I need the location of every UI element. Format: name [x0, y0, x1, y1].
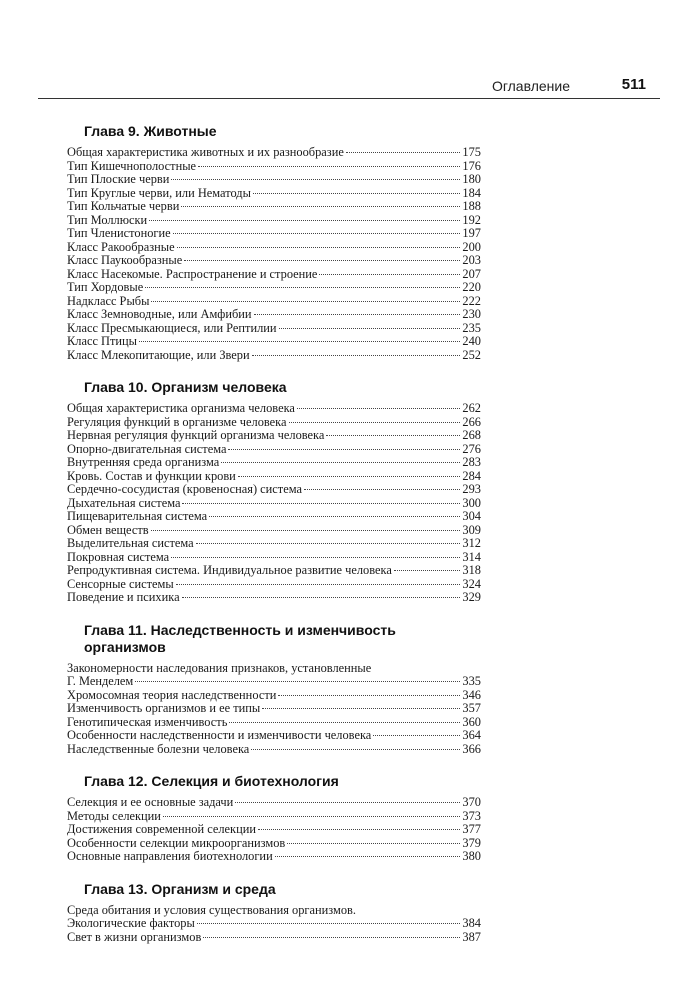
toc-entry-label: Сенсорные системы [67, 576, 174, 591]
toc-entry-label: Внутренняя среда организма [67, 455, 220, 469]
dot-leader [258, 829, 460, 830]
toc-entry [67, 729, 481, 743]
toc-entry [67, 173, 481, 187]
toc-entry-page: 192 [462, 212, 481, 227]
toc-entry [67, 349, 481, 363]
toc-entry-label: Хромосомная теория наследственности [67, 687, 277, 702]
dot-leader [182, 503, 460, 504]
dot-leader [181, 206, 460, 207]
toc-entry-page: 318 [462, 563, 481, 577]
dot-leader [149, 220, 460, 221]
toc-entry-page: 283 [462, 455, 481, 469]
toc-entry-label: Дыхательная система [67, 495, 181, 510]
dot-leader [253, 193, 460, 194]
toc-entry [67, 524, 481, 538]
dot-leader [151, 530, 461, 531]
toc-entry-label: Общая характеристика животных и их разнообразие [67, 145, 344, 159]
toc-entry-page: 176 [462, 158, 481, 173]
dot-leader [196, 543, 461, 544]
toc-entry-label: Класс Насекомые. Распространение и строение [67, 266, 318, 281]
toc-entry [67, 917, 481, 931]
toc-entry [67, 227, 481, 241]
chapter-entries [67, 402, 481, 605]
toc-entry [67, 295, 481, 309]
dot-leader [252, 355, 461, 356]
toc-entry-page: 293 [462, 482, 481, 496]
toc-entry-page: 252 [462, 347, 481, 362]
dot-leader [184, 260, 460, 261]
toc-entry-label: Поведение и психика [67, 590, 180, 604]
dot-leader [221, 462, 460, 463]
toc-entry-label: Класс Ракообразные [67, 239, 175, 254]
toc-entry [67, 702, 481, 716]
toc-entry [67, 837, 481, 851]
toc-entry-page: 188 [462, 199, 481, 213]
dot-leader [139, 341, 460, 342]
table-of-contents [67, 123, 481, 961]
toc-entry [67, 160, 481, 174]
toc-entry-page: 284 [462, 468, 481, 483]
dot-leader [197, 923, 461, 924]
toc-entry [67, 254, 481, 268]
toc-entry-label: Обмен веществ [67, 522, 149, 537]
dot-leader [235, 802, 460, 803]
toc-entry [67, 850, 481, 864]
toc-entry [67, 510, 481, 524]
dot-leader [229, 722, 460, 723]
toc-entry [67, 689, 481, 703]
toc-entry-page: 175 [462, 145, 481, 159]
toc-entry [67, 578, 481, 592]
dot-leader [297, 408, 460, 409]
toc-entry [67, 322, 481, 336]
toc-entry-label: Достижения современной селекции [67, 822, 256, 836]
toc-entry-page: 384 [462, 916, 481, 930]
dot-leader [254, 314, 461, 315]
toc-entry-label: Тип Моллюски [67, 212, 148, 227]
dot-leader [182, 597, 461, 598]
dot-leader [394, 570, 461, 571]
toc-entry [67, 187, 481, 201]
toc-entry-page: 379 [462, 835, 481, 850]
dot-leader [209, 516, 460, 517]
toc-entry-label: Выделительная система [67, 536, 194, 550]
toc-entry-label: Регуляция функций в организме человека [67, 414, 287, 429]
toc-entry-page: 268 [462, 428, 481, 442]
toc-entry-label: Репродуктивная система. Индивидуальное развитие человека [67, 563, 392, 577]
dot-leader [279, 328, 461, 329]
toc-entry-label: Общая характеристика организма человека [67, 401, 295, 415]
toc-entry [67, 214, 481, 228]
chapter-title [84, 622, 481, 656]
dot-leader [278, 695, 460, 696]
toc-entry [67, 537, 481, 551]
dot-leader [289, 422, 461, 423]
dot-leader [173, 233, 461, 234]
toc-entry-label: Особенности селекции микроорганизмов [67, 835, 286, 850]
toc-entry-page: 366 [462, 741, 481, 756]
toc-entry-page: 335 [462, 674, 481, 688]
toc-entry-label: Основные направления биотехнологии [67, 849, 273, 863]
dot-leader [304, 489, 460, 490]
toc-entry-label: Тип Членистоногие [67, 226, 171, 240]
dot-leader [319, 274, 460, 275]
toc-entry [67, 268, 481, 282]
toc-entry [67, 931, 481, 945]
toc-entry-page: 304 [462, 509, 481, 523]
toc-entry-page: 203 [462, 253, 481, 267]
toc-entry-page: 235 [462, 320, 481, 335]
toc-entry [67, 564, 481, 578]
toc-entry-first-line: Закономерности наследования признаков, установленные [67, 660, 372, 675]
toc-entry-label: Тип Круглые черви, или Нематоды [67, 185, 251, 200]
toc-entry [67, 497, 481, 511]
toc-entry [67, 716, 481, 730]
dot-leader [228, 449, 460, 450]
chapter-11 [67, 622, 481, 757]
toc-entry-page: 184 [462, 185, 481, 200]
page-number: 511 [621, 76, 646, 93]
toc-entry-page: 276 [462, 441, 481, 456]
toc-entry-label: Нервная регуляция функций организма человека [67, 428, 325, 442]
toc-entry-label: Тип Хордовые [67, 280, 144, 294]
toc-entry [67, 470, 481, 484]
toc-entry-label: Генотипическая изменчивость [67, 714, 228, 729]
toc-entry-label: Методы селекции [67, 808, 161, 823]
dot-leader [177, 247, 461, 248]
chapter-entries [67, 796, 481, 864]
dot-leader [238, 476, 461, 477]
toc-entry [67, 483, 481, 497]
toc-entry-page: 377 [462, 822, 481, 836]
toc-entry-label: Класс Млекопитающие, или Звери [67, 347, 250, 362]
toc-entry-label: Свет в жизни организмов [67, 929, 202, 944]
chapter-title: Глава 12. Селекция и биотехнология [84, 773, 339, 789]
toc-entry [67, 823, 481, 837]
toc-entry-page: 262 [462, 401, 481, 415]
chapter-12 [67, 773, 481, 864]
chapter-entries [67, 675, 481, 756]
dot-leader [171, 179, 460, 180]
chapter-9 [67, 123, 481, 362]
toc-entry-page: 222 [462, 293, 481, 308]
toc-entry-page: 207 [462, 266, 481, 281]
toc-entry-page: 200 [462, 239, 481, 254]
toc-entry [67, 335, 481, 349]
dot-leader [373, 735, 460, 736]
toc-entry-label: Особенности наследственности и изменчивости человека [67, 728, 372, 742]
dot-leader [176, 584, 461, 585]
toc-entry-page: 300 [462, 495, 481, 510]
toc-entry-label: Класс Пресмыкающиеся, или Рептилии [67, 320, 277, 335]
toc-entry-label: Надкласс Рыбы [67, 293, 150, 308]
toc-entry-page: 346 [462, 687, 481, 702]
toc-entry-label: Класс Паукообразные [67, 253, 183, 267]
toc-entry [67, 551, 481, 565]
chapter-entries [67, 917, 481, 944]
toc-entry-page: 324 [462, 576, 481, 591]
toc-entry-page: 380 [462, 849, 481, 863]
toc-entry-page: 309 [462, 522, 481, 537]
toc-entry [67, 429, 481, 443]
toc-entry [67, 281, 481, 295]
toc-entry-page: 197 [462, 226, 481, 240]
dot-leader [326, 435, 460, 436]
toc-entry-page: 220 [462, 280, 481, 294]
toc-entry [67, 308, 481, 322]
toc-entry-page: 180 [462, 172, 481, 186]
toc-entry-page: 387 [462, 929, 481, 944]
toc-entry-label: Селекция и ее основные задачи [67, 795, 234, 809]
toc-entry-label: Наследственные болезни человека [67, 741, 250, 756]
dot-leader [346, 152, 461, 153]
toc-entry-page: 360 [462, 714, 481, 729]
toc-entry [67, 146, 481, 160]
toc-entry-page: 314 [462, 549, 481, 564]
toc-entry-label: Опорно-двигательная система [67, 441, 227, 456]
toc-entry-first-line: Среда обитания и условия существования организмов. [67, 902, 356, 917]
dot-leader [151, 301, 460, 302]
toc-entry-label: Класс Птицы [67, 334, 137, 348]
chapter-title: Глава 13. Организм и среда [84, 880, 276, 897]
toc-entry-label: Тип Плоские черви [67, 172, 170, 186]
toc-entry-page: 370 [462, 795, 481, 809]
toc-entry-page: 329 [462, 590, 481, 604]
toc-entry-label: Покровная система [67, 549, 170, 564]
toc-entry [67, 200, 481, 214]
toc-entry-label: Сердечно-сосудистая (кровеносная) система [67, 482, 302, 496]
toc-entry-page: 373 [462, 808, 481, 823]
chapter-13 [67, 881, 481, 945]
toc-entry-label: Тип Кольчатые черви [67, 199, 180, 213]
toc-entry-label: Пищеварительная система [67, 509, 208, 523]
toc-entry [67, 810, 481, 824]
toc-entry-label: Тип Кишечнополостные [67, 158, 197, 173]
toc-entry-label: Изменчивость организмов и ее типы [67, 701, 261, 715]
dot-leader [287, 843, 460, 844]
chapter-title: Глава 10. Организм человека [84, 379, 287, 395]
dot-leader [203, 937, 460, 938]
toc-entry [67, 402, 481, 416]
toc-entry [67, 443, 481, 457]
dot-leader [275, 856, 461, 857]
toc-entry-page: 357 [462, 701, 481, 715]
toc-entry [67, 796, 481, 810]
running-title: Оглавление [491, 78, 570, 94]
dot-leader [145, 287, 460, 288]
toc-entry [67, 416, 481, 430]
toc-entry-page: 364 [462, 728, 481, 742]
chapter-title-line: организмов [84, 638, 166, 655]
dot-leader [262, 708, 460, 709]
dot-leader [198, 166, 460, 167]
chapter-title: Глава 9. Животные [84, 123, 217, 139]
toc-entry-label: Экологические факторы [67, 916, 195, 930]
dot-leader [171, 557, 460, 558]
chapter-10 [67, 379, 481, 605]
toc-entry [67, 241, 481, 255]
toc-entry-label: Класс Земноводные, или Амфибии [67, 307, 252, 321]
toc-entry [67, 591, 481, 605]
toc-entry-page: 230 [462, 307, 481, 321]
dot-leader [251, 749, 460, 750]
chapter-entries [67, 146, 481, 362]
toc-entry [67, 675, 481, 689]
toc-entry-page: 312 [462, 536, 481, 550]
running-header [38, 76, 660, 99]
toc-entry-label: Г. Менделем [67, 674, 134, 688]
toc-entry-page: 266 [462, 414, 481, 429]
toc-entry-label: Кровь. Состав и функции крови [67, 468, 236, 483]
dot-leader [135, 681, 460, 682]
toc-entry [67, 456, 481, 470]
dot-leader [163, 816, 460, 817]
toc-entry [67, 743, 481, 757]
chapter-title-line: Глава 11. Наследственность и изменчивость [84, 621, 396, 638]
toc-entry-page: 240 [462, 334, 481, 348]
